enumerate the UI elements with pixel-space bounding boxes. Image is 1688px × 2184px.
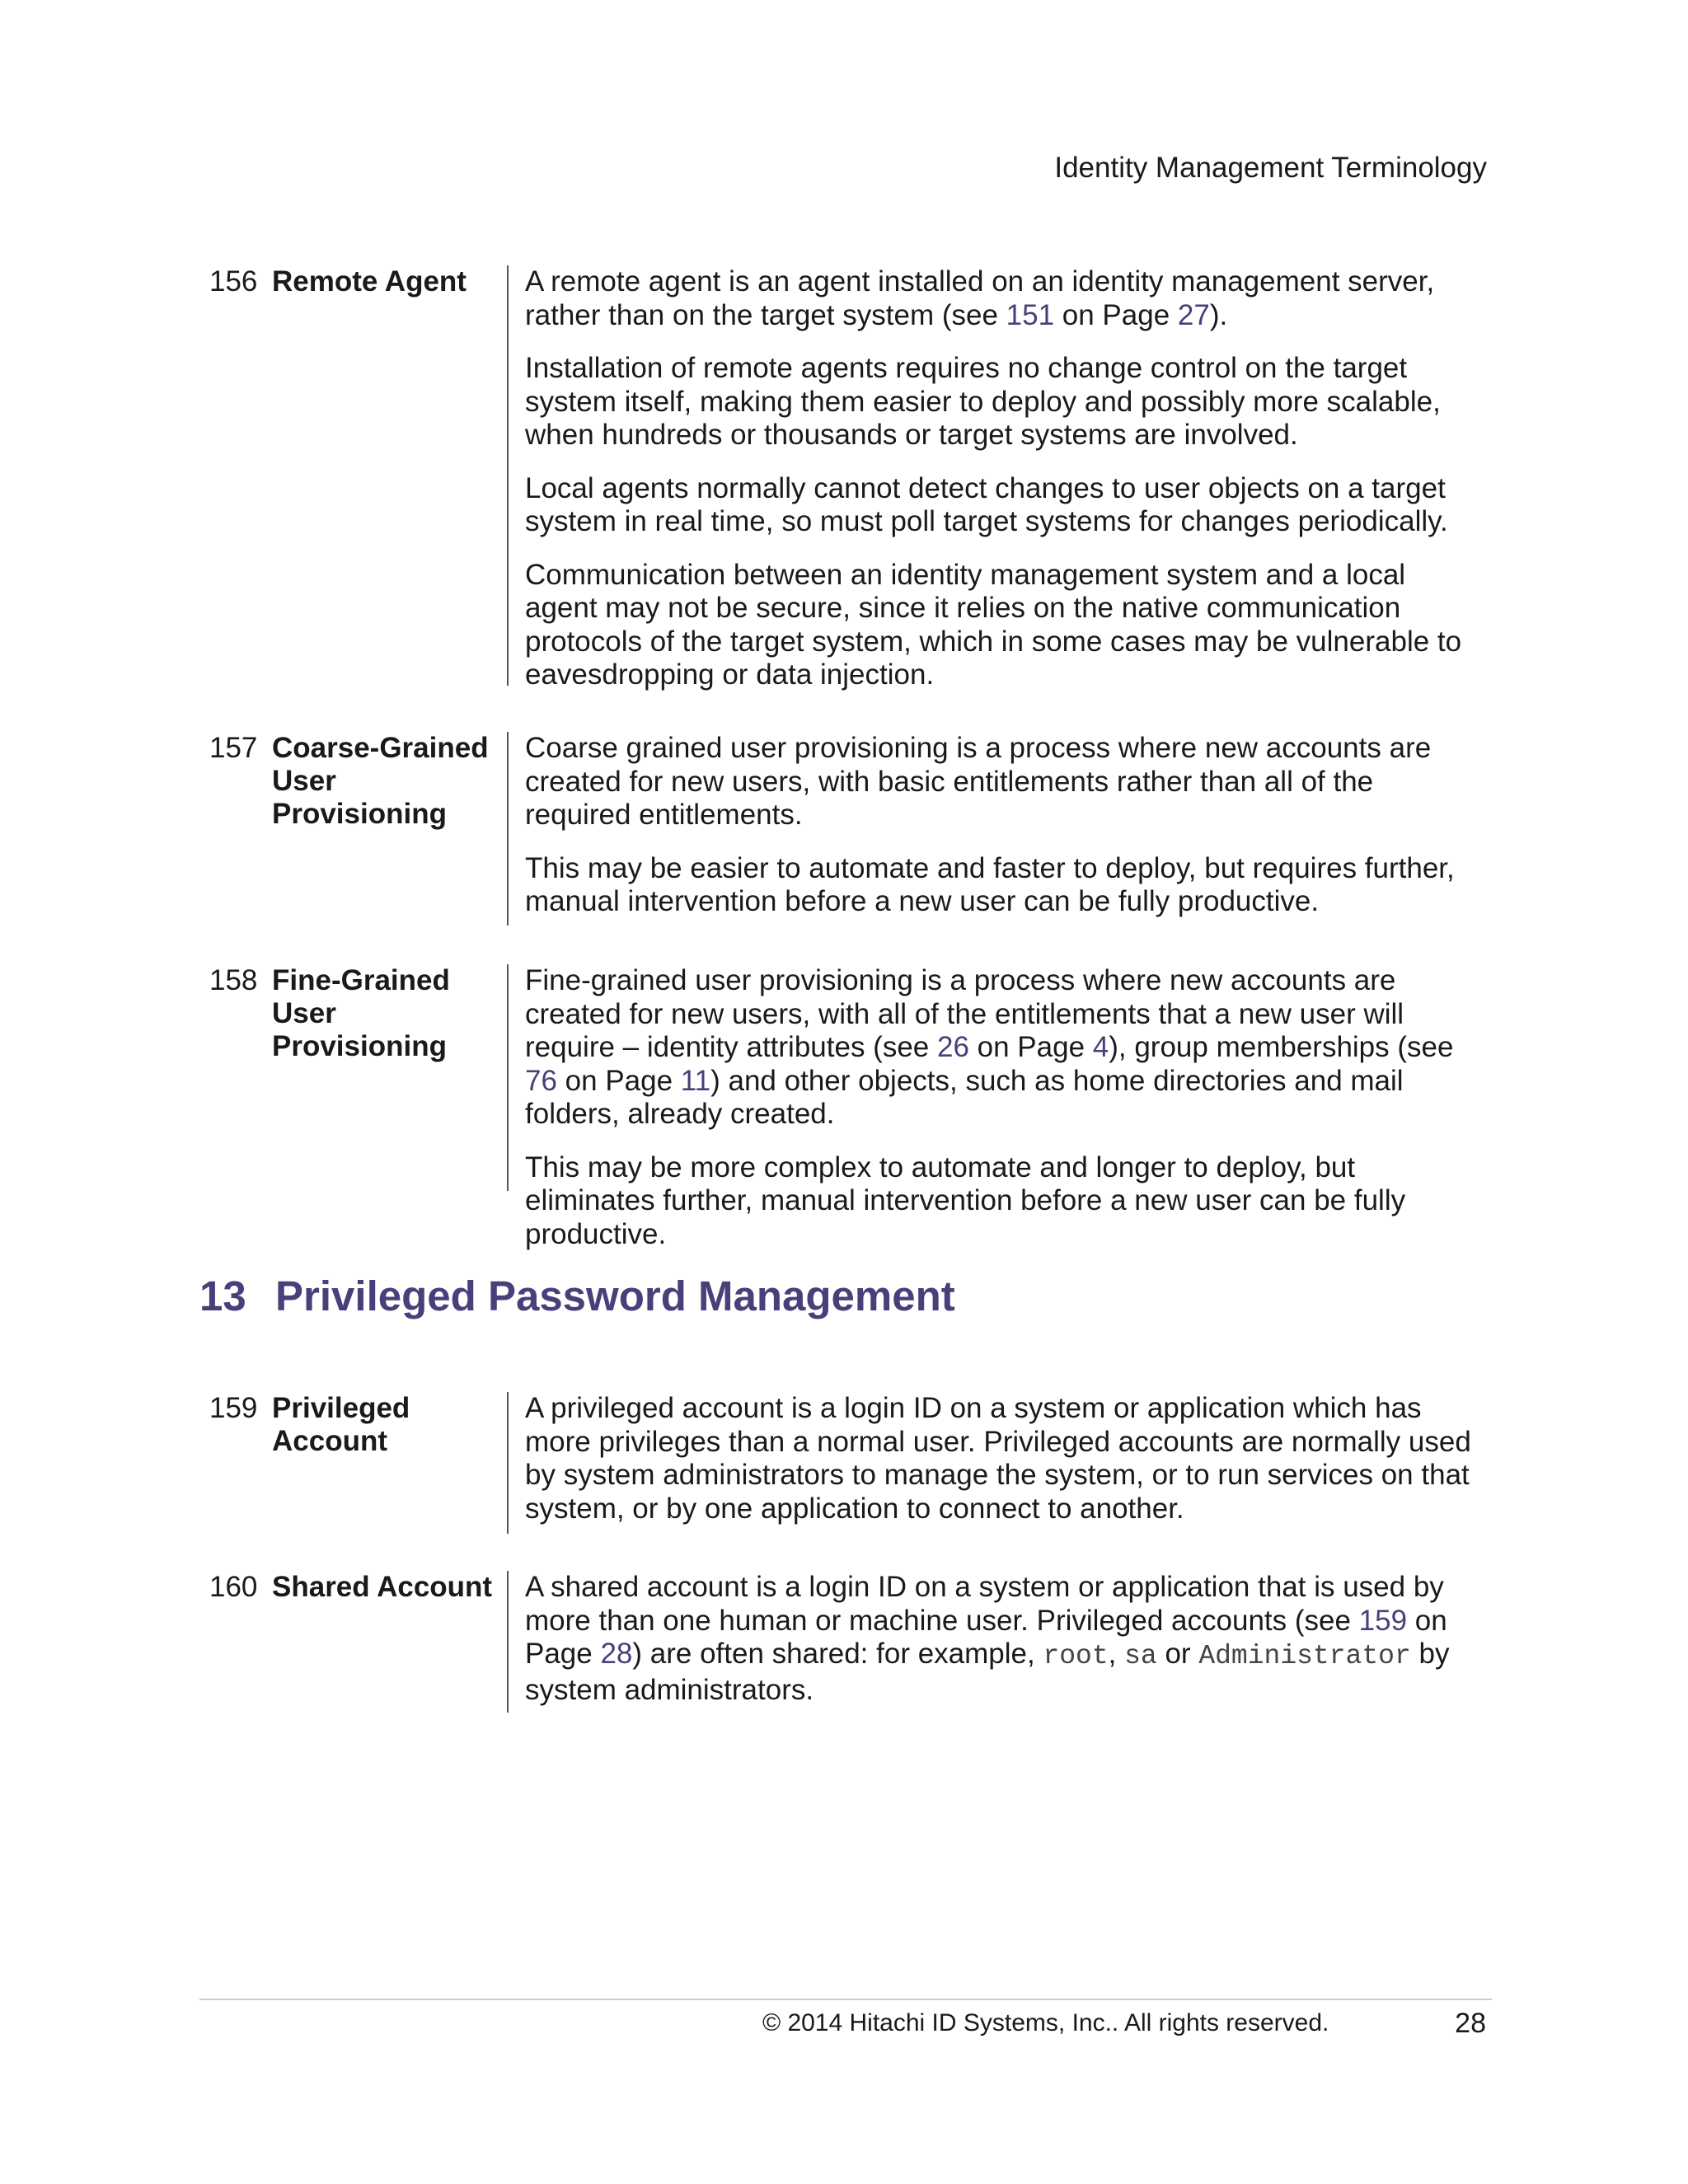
entry-number: 160 (209, 1571, 258, 1603)
cross-reference-link[interactable]: 159 (1358, 1604, 1408, 1637)
code-term: Administrator (1198, 1641, 1411, 1671)
page-number: 28 (1455, 2008, 1486, 2039)
footer-copyright: © 2014 Hitachi ID Systems, Inc.. All rights reserved. (762, 2009, 1329, 2036)
entry-term: Fine-Grained User Provisioning (272, 964, 450, 1062)
entry-divider (507, 265, 509, 686)
entry-definition (525, 265, 1481, 692)
code-term: sa (1124, 1641, 1157, 1671)
code-term: root (1043, 1641, 1109, 1671)
cross-reference-link[interactable]: 151 (1006, 298, 1055, 331)
definition-paragraph: This may be more complex to automate and longer to deploy, but eliminates further, manual intervention before a new user can be fully productive. (525, 1151, 1406, 1250)
page-reference-link[interactable]: 11 (680, 1064, 711, 1097)
definition-paragraph: Communication between an identity management system and a local agent may not be secure, since it relies on the native communication protocols of the target system, which in some cases may be vulnerable to eavesdropping or data injection. (525, 558, 1462, 691)
entry-divider (507, 1392, 509, 1534)
entry-definition (525, 964, 1481, 1251)
cross-reference-link[interactable]: 26 (936, 1031, 969, 1063)
cross-reference-link[interactable]: 76 (525, 1064, 557, 1097)
section-heading (199, 1272, 955, 1320)
entry-number: 156 (209, 265, 258, 298)
definition-paragraph: Local agents normally cannot detect changes to user objects on a target system in real time, so must poll target systems for changes periodically. (525, 471, 1448, 537)
definition-paragraph: Installation of remote agents requires no change control on the target system itself, making them easier to deploy and possibly more scalable, when hundreds or thousands or target systems are involved. (525, 352, 1441, 451)
entry-definition (525, 732, 1481, 919)
entry-number: 157 (209, 732, 258, 764)
entry-definition (525, 1392, 1481, 1526)
entry-number: 158 (209, 964, 258, 996)
entry-term: Coarse-Grained User Provisioning (272, 732, 489, 830)
entry-term: Privileged Account (272, 1392, 410, 1457)
section-number: 13 (199, 1272, 246, 1319)
entry-number: 159 (209, 1392, 258, 1424)
definition-paragraph: A privileged account is a login ID on a system or application which has more privileges than a normal user. Privileged accounts are normally used by system administrators to manage the system, or to run services on that system, or by one application to connect to another. (525, 1392, 1471, 1525)
entry-term: Shared Account (272, 1571, 493, 1603)
definition-paragraph: A shared account is a login ID on a system or application that is used by more than one human or machine user. Privileged accounts (see 159 on Page 28) are often shared: for example, root, sa or Administrator by system administrators. (525, 1571, 1450, 1706)
entry-divider (507, 964, 509, 1191)
entry-term: Remote Agent (272, 265, 467, 298)
page-reference-link[interactable]: 28 (600, 1638, 633, 1670)
definition-paragraph: This may be easier to automate and faster to deploy, but requires further, manual intervention before a new user can be fully productive. (525, 851, 1455, 917)
definition-paragraph: A remote agent is an agent installed on an identity management server, rather than on the target system (see 151 on Page 27). (525, 265, 1435, 331)
page-reference-link[interactable]: 4 (1092, 1031, 1109, 1063)
running-header: Identity Management Terminology (1054, 152, 1487, 184)
entry-divider (507, 1571, 509, 1713)
page-reference-link[interactable]: 27 (1177, 298, 1210, 331)
definition-paragraph: Fine-grained user provisioning is a process where new accounts are created for new users, with all of the entitlements that a new user will require – identity attributes (see 26 on Page 4), group memberships (see 76 on Page 11) and other objects, such as home directories and mail folders, already created. (525, 964, 1454, 1130)
entry-divider (507, 732, 509, 926)
definition-paragraph: Coarse grained user provisioning is a process where new accounts are created for new users, with basic entitlements rather than all of the required entitlements. (525, 732, 1432, 831)
entry-definition (525, 1571, 1481, 1707)
section-title-text: Privileged Password Management (275, 1272, 955, 1319)
footer-divider (199, 1999, 1492, 2000)
